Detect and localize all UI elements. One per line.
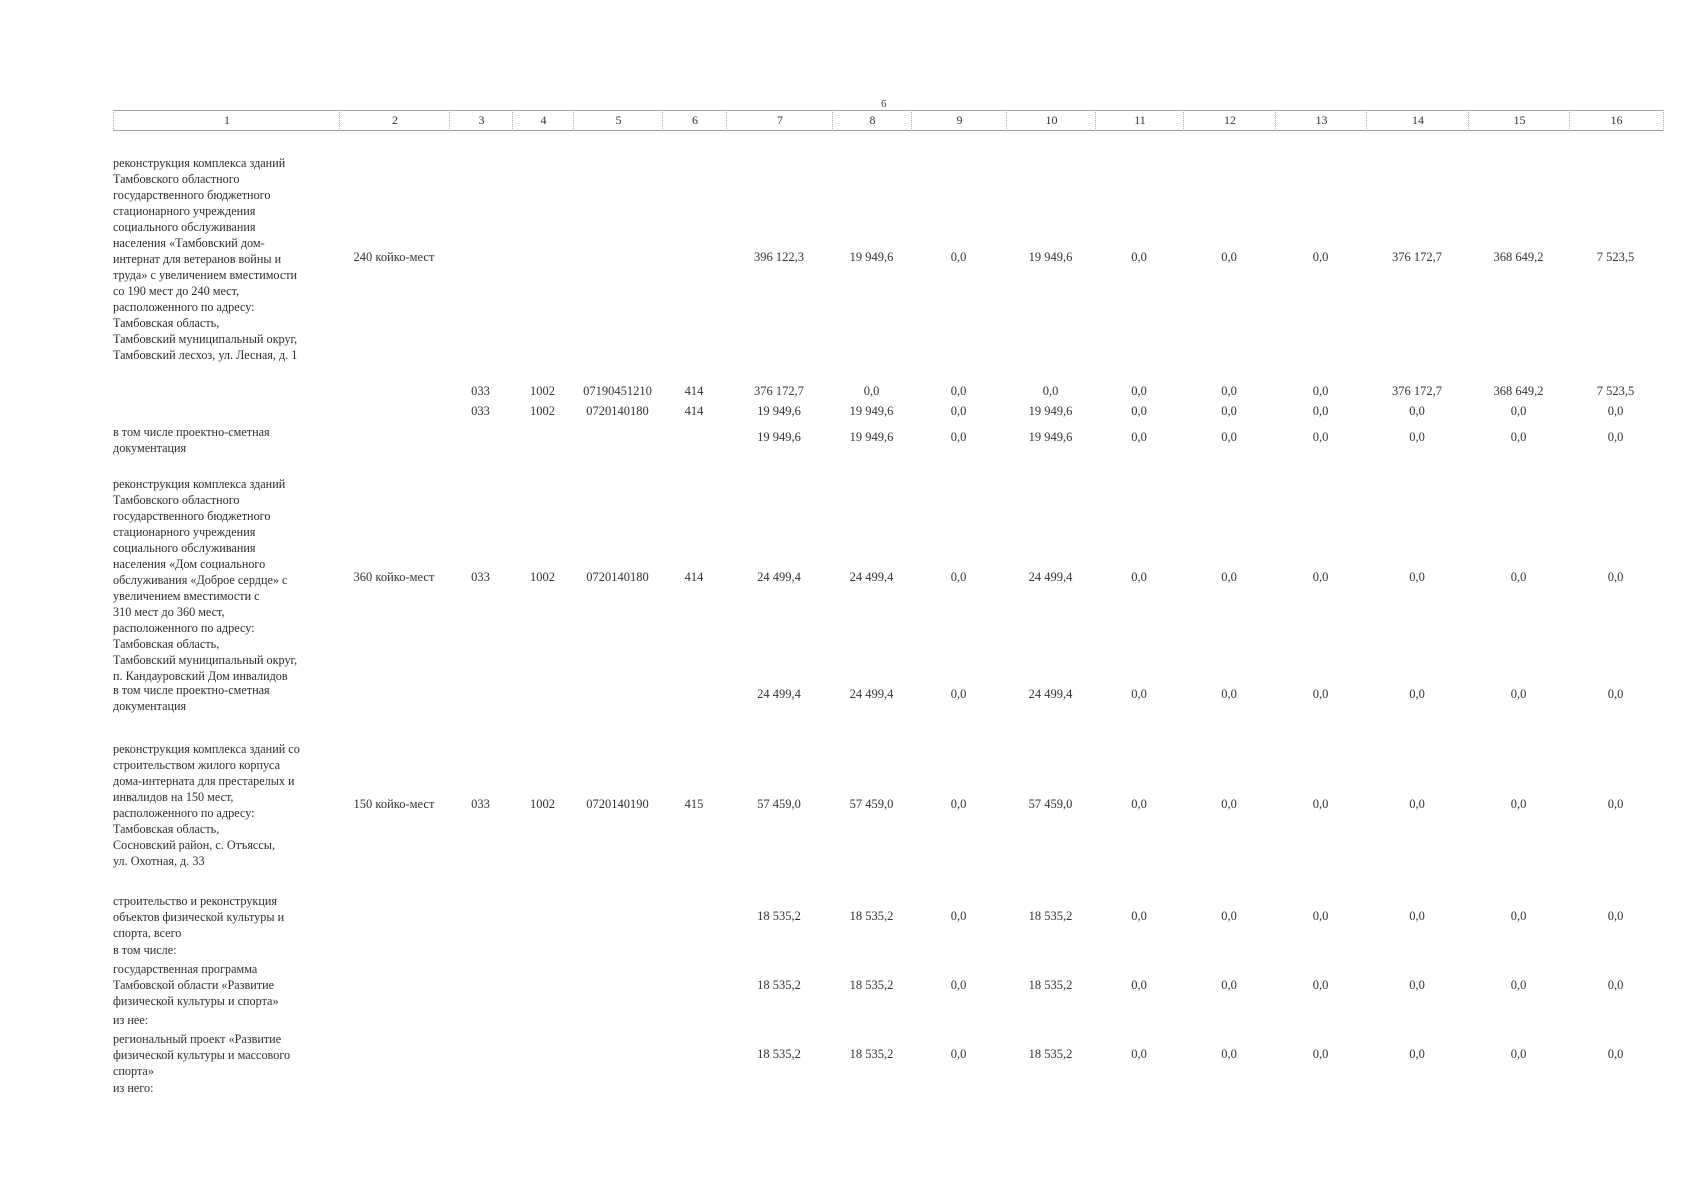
cell-col-13: 0,0 — [1312, 1047, 1329, 1061]
cell-col-12: 0,0 — [1221, 909, 1237, 923]
row-description — [113, 1080, 333, 1096]
cell-col-10: 57 459,0 — [1028, 797, 1073, 811]
description-line: увеличением вместимости с — [113, 589, 260, 603]
description-line: ул. Охотная, д. 33 — [113, 854, 205, 868]
description-line: дома-интерната для престарелых и — [113, 774, 295, 788]
cell-col-15: 0,0 — [1510, 430, 1527, 444]
cell-col-12: 0,0 — [1221, 430, 1237, 444]
cell-col-5: 07190451210 — [583, 384, 652, 398]
cell-col-14: 0,0 — [1409, 978, 1425, 992]
row-description — [113, 476, 333, 684]
cell-col-6: 414 — [684, 404, 704, 418]
cell-col-8: 24 499,4 — [849, 687, 894, 701]
description-line: обслуживания «Доброе сердце» с — [113, 573, 288, 587]
cell-col-8: 0,0 — [863, 384, 880, 398]
description-line: документация — [113, 699, 187, 713]
cell-col-7: 18 535,2 — [757, 978, 801, 992]
description-line: в том числе проектно-сметная — [113, 425, 270, 439]
description-line: из него: — [113, 1081, 154, 1095]
column-header-6: 6 — [662, 110, 727, 131]
column-header-12: 12 — [1183, 110, 1276, 131]
column-header-13: 13 — [1275, 110, 1367, 131]
cell-col-6: 415 — [684, 797, 704, 811]
description-line: Тамбовский лесхоз, ул. Лесная, д. 1 — [113, 348, 298, 362]
description-line: социального обслуживания — [113, 541, 256, 555]
cell-col-16: 0,0 — [1607, 430, 1624, 444]
description-line: со 190 мест до 240 мест, — [113, 284, 240, 298]
cell-col-4: 1002 — [530, 570, 555, 584]
cell-col-15: 0,0 — [1510, 797, 1527, 811]
cell-col-15: 0,0 — [1510, 570, 1527, 584]
cell-col-14: 0,0 — [1409, 570, 1425, 584]
cell-col-9: 0,0 — [950, 1047, 967, 1061]
description-line: п. Кандауровский Дом инвалидов — [113, 669, 288, 683]
page-number: 6 — [881, 98, 887, 110]
description-line: Тамбовской области «Развитие — [113, 978, 275, 992]
description-line: Тамбовский муниципальный округ, — [113, 653, 298, 667]
cell-col-8: 57 459,0 — [849, 797, 894, 811]
cell-col-10: 18 535,2 — [1028, 909, 1073, 923]
cell-col-11: 0,0 — [1131, 1047, 1147, 1061]
cell-col-9: 0,0 — [950, 978, 967, 992]
cell-col-7: 396 122,3 — [754, 250, 804, 264]
cell-col-13: 0,0 — [1312, 250, 1329, 264]
description-line: строительством жилого корпуса — [113, 758, 281, 772]
cell-col-5: 0720140190 — [586, 797, 649, 811]
column-header-16: 16 — [1569, 110, 1664, 131]
cell-col-12: 0,0 — [1221, 250, 1237, 264]
cell-col-3: 033 — [471, 797, 490, 811]
description-line: региональный проект «Развитие — [113, 1032, 282, 1046]
cell-col-13: 0,0 — [1312, 978, 1329, 992]
cell-col-9: 0,0 — [950, 430, 967, 444]
column-header-4: 4 — [512, 110, 574, 131]
cell-col-2: 360 койко-мест — [353, 570, 435, 584]
description-line: Тамбовского областного — [113, 493, 240, 507]
description-line: спорта» — [113, 1064, 154, 1078]
column-header-9: 9 — [911, 110, 1007, 131]
description-line: реконструкция комплекса зданий — [113, 156, 286, 170]
cell-col-10: 18 535,2 — [1028, 978, 1073, 992]
cell-col-2: 150 койко-мест — [353, 797, 435, 811]
description-line: государственного бюджетного — [113, 188, 271, 202]
cell-col-16: 0,0 — [1607, 404, 1624, 418]
cell-col-11: 0,0 — [1131, 570, 1147, 584]
cell-col-8: 18 535,2 — [849, 978, 894, 992]
cell-col-16: 0,0 — [1607, 797, 1624, 811]
description-line: интернат для ветеранов войны и — [113, 252, 282, 266]
cell-col-14: 376 172,7 — [1392, 250, 1442, 264]
cell-col-13: 0,0 — [1312, 909, 1329, 923]
description-line: населения «Дом социального — [113, 557, 266, 571]
cell-col-14: 0,0 — [1409, 430, 1425, 444]
cell-col-10: 0,0 — [1042, 384, 1059, 398]
cell-col-9: 0,0 — [950, 384, 967, 398]
cell-col-16: 0,0 — [1607, 1047, 1624, 1061]
cell-col-2: 240 койко-мест — [353, 250, 435, 264]
cell-col-16: 0,0 — [1607, 570, 1624, 584]
description-line: государственного бюджетного — [113, 509, 271, 523]
column-header-1: 1 — [113, 110, 340, 131]
row-description — [113, 893, 333, 941]
column-header-3: 3 — [449, 110, 513, 131]
cell-col-15: 0,0 — [1510, 687, 1527, 701]
description-line: в том числе: — [113, 943, 177, 957]
cell-col-13: 0,0 — [1312, 430, 1329, 444]
cell-col-10: 19 949,6 — [1028, 404, 1073, 418]
column-header-2: 2 — [339, 110, 450, 131]
description-line: Тамбовский муниципальный округ, — [113, 332, 298, 346]
cell-col-16: 0,0 — [1607, 978, 1624, 992]
cell-col-13: 0,0 — [1312, 404, 1329, 418]
description-line: труда» с увеличением вместимости — [113, 268, 298, 282]
description-line: расположенного по адресу: — [113, 806, 255, 820]
description-line: документация — [113, 441, 187, 455]
cell-col-12: 0,0 — [1221, 384, 1237, 398]
cell-col-9: 0,0 — [950, 687, 967, 701]
cell-col-12: 0,0 — [1221, 404, 1237, 418]
description-line: Тамбовского областного — [113, 172, 240, 186]
description-line: социального обслуживания — [113, 220, 256, 234]
cell-col-11: 0,0 — [1131, 797, 1147, 811]
cell-col-14: 0,0 — [1409, 687, 1425, 701]
row-description — [113, 942, 333, 958]
description-line: государственная программа — [113, 962, 258, 976]
cell-col-15: 368 649,2 — [1493, 384, 1544, 398]
description-line: реконструкция комплекса зданий — [113, 477, 286, 491]
cell-col-9: 0,0 — [950, 797, 967, 811]
description-line: Тамбовская область, — [113, 316, 220, 330]
cell-col-7: 18 535,2 — [757, 909, 801, 923]
description-line: стационарного учреждения — [113, 525, 256, 539]
cell-col-7: 376 172,7 — [754, 384, 804, 398]
cell-col-14: 0,0 — [1409, 1047, 1425, 1061]
column-header-15: 15 — [1468, 110, 1570, 131]
cell-col-11: 0,0 — [1131, 430, 1147, 444]
cell-col-7: 19 949,6 — [757, 430, 801, 444]
row-description — [113, 741, 333, 869]
cell-col-8: 19 949,6 — [849, 250, 894, 264]
cell-col-5: 0720140180 — [586, 570, 649, 584]
description-line: в том числе проектно-сметная — [113, 683, 270, 697]
row-description — [113, 424, 333, 456]
cell-col-15: 0,0 — [1510, 978, 1527, 992]
cell-col-11: 0,0 — [1131, 384, 1147, 398]
cell-col-14: 376 172,7 — [1392, 384, 1442, 398]
row-description — [113, 961, 333, 1009]
cell-col-10: 24 499,4 — [1028, 570, 1073, 584]
cell-col-4: 1002 — [530, 404, 555, 418]
cell-col-4: 1002 — [530, 384, 555, 398]
cell-col-9: 0,0 — [950, 404, 967, 418]
cell-col-11: 0,0 — [1131, 404, 1147, 418]
description-line: из нее: — [113, 1013, 149, 1027]
cell-col-12: 0,0 — [1221, 687, 1237, 701]
description-line: населения «Тамбовский дом- — [113, 236, 265, 250]
cell-col-12: 0,0 — [1221, 978, 1237, 992]
description-line: Тамбовская область, — [113, 637, 220, 651]
cell-col-14: 0,0 — [1409, 797, 1425, 811]
cell-col-8: 18 535,2 — [849, 1047, 894, 1061]
description-line: строительство и реконструкция — [113, 894, 277, 908]
cell-col-7: 19 949,6 — [757, 404, 801, 418]
column-header-8: 8 — [832, 110, 912, 131]
cell-col-8: 18 535,2 — [849, 909, 894, 923]
cell-col-11: 0,0 — [1131, 687, 1147, 701]
column-header-14: 14 — [1366, 110, 1469, 131]
row-description — [113, 682, 333, 714]
cell-col-13: 0,0 — [1312, 384, 1329, 398]
description-line: расположенного по адресу: — [113, 300, 255, 314]
cell-col-9: 0,0 — [950, 570, 967, 584]
description-line: инвалидов на 150 мест, — [113, 790, 234, 804]
description-line: спорта, всего — [113, 926, 182, 940]
cell-col-12: 0,0 — [1221, 1047, 1237, 1061]
cell-col-7: 18 535,2 — [757, 1047, 801, 1061]
cell-col-11: 0,0 — [1131, 978, 1147, 992]
description-line: реконструкция комплекса зданий со — [113, 742, 300, 756]
cell-col-16: 0,0 — [1607, 909, 1624, 923]
cell-col-8: 19 949,6 — [849, 430, 894, 444]
cell-col-15: 0,0 — [1510, 909, 1527, 923]
description-line: объектов физической культуры и — [113, 910, 285, 924]
cell-col-11: 0,0 — [1131, 909, 1147, 923]
cell-col-9: 0,0 — [950, 250, 967, 264]
cell-col-13: 0,0 — [1312, 687, 1329, 701]
cell-col-3: 033 — [471, 404, 490, 418]
column-header-11: 11 — [1095, 110, 1184, 131]
cell-col-3: 033 — [471, 570, 490, 584]
description-line: физической культуры и массового — [113, 1048, 291, 1062]
column-header-5: 5 — [573, 110, 663, 131]
cell-col-15: 0,0 — [1510, 404, 1527, 418]
cell-col-16: 7 523,5 — [1596, 250, 1635, 264]
cell-col-16: 7 523,5 — [1596, 384, 1635, 398]
cell-col-7: 24 499,4 — [757, 570, 801, 584]
cell-col-8: 19 949,6 — [849, 404, 894, 418]
row-description — [113, 1031, 333, 1079]
cell-col-7: 57 459,0 — [757, 797, 801, 811]
description-line: Сосновский район, с. Отъяссы, — [113, 838, 275, 852]
cell-col-9: 0,0 — [950, 909, 967, 923]
cell-col-10: 19 949,6 — [1028, 250, 1073, 264]
cell-col-14: 0,0 — [1409, 909, 1425, 923]
cell-col-16: 0,0 — [1607, 687, 1624, 701]
cell-col-12: 0,0 — [1221, 570, 1237, 584]
cell-col-4: 1002 — [530, 797, 555, 811]
cell-col-15: 368 649,2 — [1493, 250, 1544, 264]
cell-col-13: 0,0 — [1312, 797, 1329, 811]
cell-col-6: 414 — [684, 384, 704, 398]
cell-col-15: 0,0 — [1510, 1047, 1527, 1061]
cell-col-8: 24 499,4 — [849, 570, 894, 584]
cell-col-12: 0,0 — [1221, 797, 1237, 811]
cell-col-7: 24 499,4 — [757, 687, 801, 701]
description-line: 310 мест до 360 мест, — [113, 605, 225, 619]
description-line: физической культуры и спорта» — [113, 994, 279, 1008]
cell-col-13: 0,0 — [1312, 570, 1329, 584]
description-line: Тамбовская область, — [113, 822, 220, 836]
cell-col-3: 033 — [471, 384, 490, 398]
cell-col-10: 18 535,2 — [1028, 1047, 1073, 1061]
cell-col-14: 0,0 — [1409, 404, 1425, 418]
cell-col-10: 19 949,6 — [1028, 430, 1073, 444]
cell-col-6: 414 — [684, 570, 704, 584]
column-header-7: 7 — [726, 110, 833, 131]
description-line: стационарного учреждения — [113, 204, 256, 218]
column-header-10: 10 — [1006, 110, 1096, 131]
row-description — [113, 1012, 333, 1028]
cell-col-10: 24 499,4 — [1028, 687, 1073, 701]
cell-col-5: 0720140180 — [586, 404, 649, 418]
description-line: расположенного по адресу: — [113, 621, 255, 635]
cell-col-11: 0,0 — [1131, 250, 1147, 264]
row-description — [113, 155, 333, 363]
